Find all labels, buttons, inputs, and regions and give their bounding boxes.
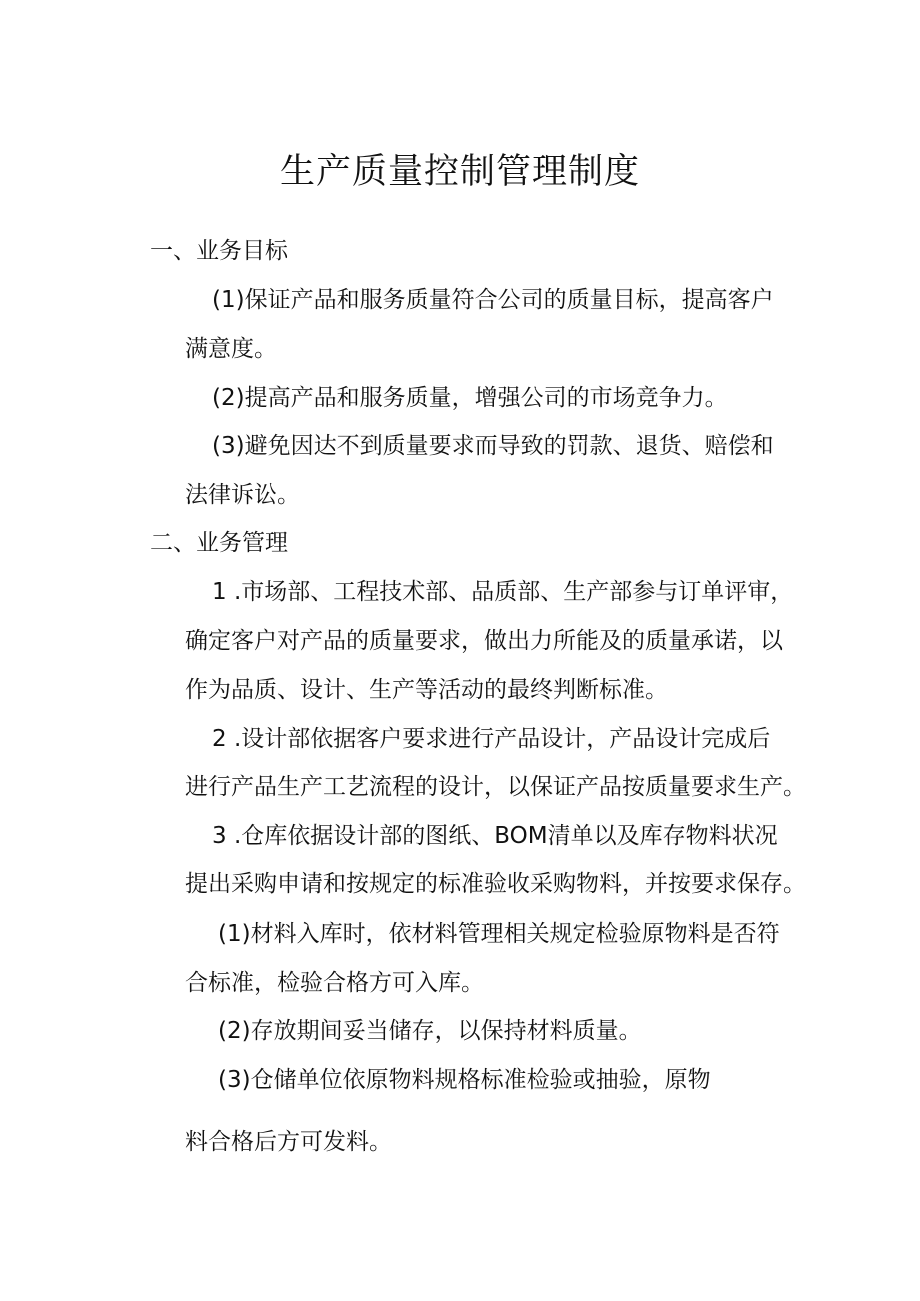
goal-item-1-line-2: 满意度。 — [185, 336, 277, 362]
storage-subitem-3-line-2: 料合格后方可发料。 — [185, 1129, 392, 1155]
section-heading-business-management: 二、业务管理 — [150, 530, 288, 556]
goal-item-2: (2)提高产品和服务质量，增强公司的市场竞争力。 — [212, 385, 728, 411]
management-item-2-line-1: 2 .设计部依据客户要求进行产品设计，产品设计完成后 — [212, 726, 771, 752]
goal-item-1-line-1: (1)保证产品和服务质量符合公司的质量目标，提高客户 — [212, 287, 774, 313]
management-item-3-line-2: 提出采购申请和按规定的标准验收采购物料，并按要求保存。 — [185, 871, 806, 897]
goal-item-3-line-2: 法律诉讼。 — [185, 482, 300, 508]
management-item-1-line-1: 1 .市场部、工程技术部、品质部、生产部参与订单评审， — [212, 579, 794, 605]
section-heading-business-goals: 一、业务目标 — [150, 238, 288, 264]
goal-item-3-line-1: (3)避免因达不到质量要求而导致的罚款、退货、赔偿和 — [212, 433, 774, 459]
storage-subitem-2: (2)存放期间妥当储存，以保持材料质量。 — [218, 1018, 642, 1044]
management-item-1-line-2: 确定客户对产品的质量要求，做出力所能及的质量承诺，以 — [185, 628, 783, 654]
management-item-3-line-1: 3 .仓库依据设计部的图纸、BOM清单以及库存物料状况 — [212, 823, 778, 849]
document-title: 生产质量控制管理制度 — [279, 152, 640, 192]
storage-subitem-1-line-1: (1)材料入库时，依材料管理相关规定检验原物料是否符 — [218, 921, 780, 947]
management-item-2-line-2: 进行产品生产工艺流程的设计，以保证产品按质量要求生产。 — [185, 774, 806, 800]
storage-subitem-3-line-1: (3)仓储单位依原物料规格标准检验或抽验，原物 — [218, 1067, 711, 1093]
storage-subitem-1-line-2: 合标准，检验合格方可入库。 — [185, 970, 484, 996]
management-item-1-line-3: 作为品质、设计、生产等活动的最终判断标准。 — [185, 677, 668, 703]
